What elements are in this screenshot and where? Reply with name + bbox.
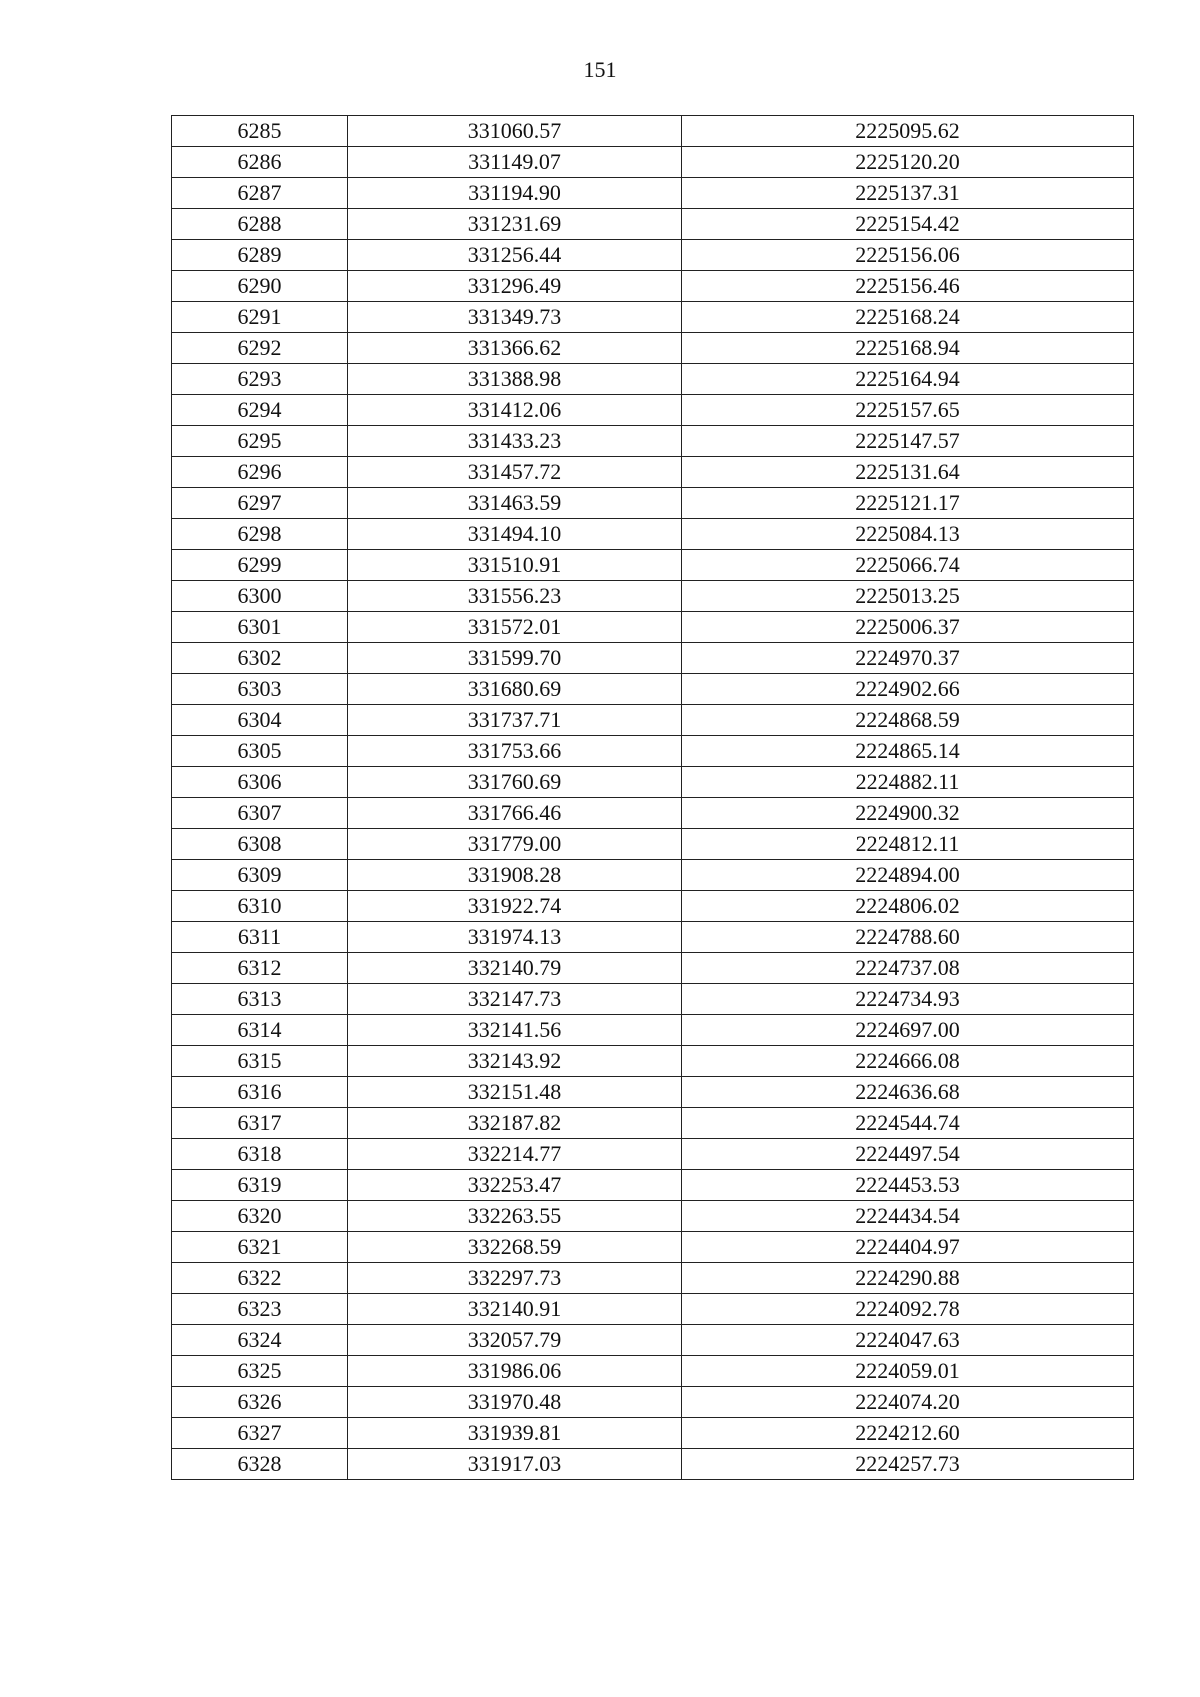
x-coordinate-cell: 332147.73 <box>348 984 682 1015</box>
x-coordinate-cell: 331779.00 <box>348 829 682 860</box>
x-coordinate-cell: 332151.48 <box>348 1077 682 1108</box>
table-row <box>172 1387 1134 1418</box>
y-coordinate-cell: 2224290.88 <box>682 1263 1134 1294</box>
point-number-cell: 6303 <box>172 674 348 705</box>
point-number-cell: 6319 <box>172 1170 348 1201</box>
table-row <box>172 1170 1134 1201</box>
x-coordinate-cell: 331463.59 <box>348 488 682 519</box>
x-coordinate-cell: 331433.23 <box>348 426 682 457</box>
x-coordinate-cell: 331556.23 <box>348 581 682 612</box>
point-number-cell: 6321 <box>172 1232 348 1263</box>
y-coordinate-cell: 2225137.31 <box>682 178 1134 209</box>
x-coordinate-cell: 331970.48 <box>348 1387 682 1418</box>
y-coordinate-cell: 2224544.74 <box>682 1108 1134 1139</box>
y-coordinate-cell: 2224434.54 <box>682 1201 1134 1232</box>
y-coordinate-cell: 2225168.94 <box>682 333 1134 364</box>
point-number-cell: 6313 <box>172 984 348 1015</box>
y-coordinate-cell: 2225121.17 <box>682 488 1134 519</box>
x-coordinate-cell: 332140.79 <box>348 953 682 984</box>
table-row <box>172 488 1134 519</box>
y-coordinate-cell: 2225131.64 <box>682 457 1134 488</box>
y-coordinate-cell: 2225084.13 <box>682 519 1134 550</box>
x-coordinate-cell: 331737.71 <box>348 705 682 736</box>
table-row <box>172 519 1134 550</box>
point-number-cell: 6307 <box>172 798 348 829</box>
x-coordinate-cell: 331060.57 <box>348 116 682 147</box>
coordinate-table <box>171 115 1134 1480</box>
point-number-cell: 6290 <box>172 271 348 302</box>
table-row <box>172 984 1134 1015</box>
y-coordinate-cell: 2224697.00 <box>682 1015 1134 1046</box>
point-number-cell: 6296 <box>172 457 348 488</box>
y-coordinate-cell: 2224737.08 <box>682 953 1134 984</box>
y-coordinate-cell: 2224734.93 <box>682 984 1134 1015</box>
y-coordinate-cell: 2224453.53 <box>682 1170 1134 1201</box>
x-coordinate-cell: 332297.73 <box>348 1263 682 1294</box>
point-number-cell: 6288 <box>172 209 348 240</box>
x-coordinate-cell: 332141.56 <box>348 1015 682 1046</box>
y-coordinate-cell: 2224497.54 <box>682 1139 1134 1170</box>
table-row <box>172 767 1134 798</box>
table-row <box>172 240 1134 271</box>
point-number-cell: 6298 <box>172 519 348 550</box>
y-coordinate-cell: 2225156.46 <box>682 271 1134 302</box>
table-row <box>172 829 1134 860</box>
x-coordinate-cell: 331194.90 <box>348 178 682 209</box>
x-coordinate-cell: 331412.06 <box>348 395 682 426</box>
x-coordinate-cell: 331572.01 <box>348 612 682 643</box>
point-number-cell: 6293 <box>172 364 348 395</box>
point-number-cell: 6297 <box>172 488 348 519</box>
point-number-cell: 6286 <box>172 147 348 178</box>
x-coordinate-cell: 331939.81 <box>348 1418 682 1449</box>
table-row <box>172 860 1134 891</box>
point-number-cell: 6308 <box>172 829 348 860</box>
table-row <box>172 364 1134 395</box>
table-row <box>172 426 1134 457</box>
table-row <box>172 922 1134 953</box>
table-row <box>172 1108 1134 1139</box>
table-row <box>172 178 1134 209</box>
table-row <box>172 1263 1134 1294</box>
point-number-cell: 6294 <box>172 395 348 426</box>
table-row <box>172 1418 1134 1449</box>
x-coordinate-cell: 332253.47 <box>348 1170 682 1201</box>
x-coordinate-cell: 332140.91 <box>348 1294 682 1325</box>
table-row <box>172 457 1134 488</box>
x-coordinate-cell: 332143.92 <box>348 1046 682 1077</box>
point-number-cell: 6311 <box>172 922 348 953</box>
point-number-cell: 6309 <box>172 860 348 891</box>
x-coordinate-cell: 331753.66 <box>348 736 682 767</box>
y-coordinate-cell: 2224666.08 <box>682 1046 1134 1077</box>
y-coordinate-cell: 2224882.11 <box>682 767 1134 798</box>
table-row <box>172 550 1134 581</box>
x-coordinate-cell: 331766.46 <box>348 798 682 829</box>
point-number-cell: 6310 <box>172 891 348 922</box>
table-row <box>172 395 1134 426</box>
table-row <box>172 147 1134 178</box>
y-coordinate-cell: 2224636.68 <box>682 1077 1134 1108</box>
table-row <box>172 736 1134 767</box>
point-number-cell: 6287 <box>172 178 348 209</box>
table-row <box>172 1449 1134 1480</box>
y-coordinate-cell: 2224212.60 <box>682 1418 1134 1449</box>
y-coordinate-cell: 2225013.25 <box>682 581 1134 612</box>
point-number-cell: 6305 <box>172 736 348 767</box>
y-coordinate-cell: 2224788.60 <box>682 922 1134 953</box>
y-coordinate-cell: 2225156.06 <box>682 240 1134 271</box>
table-row <box>172 209 1134 240</box>
x-coordinate-cell: 331149.07 <box>348 147 682 178</box>
point-number-cell: 6285 <box>172 116 348 147</box>
x-coordinate-cell: 331760.69 <box>348 767 682 798</box>
point-number-cell: 6323 <box>172 1294 348 1325</box>
y-coordinate-cell: 2225066.74 <box>682 550 1134 581</box>
x-coordinate-cell: 331457.72 <box>348 457 682 488</box>
table-row <box>172 1356 1134 1387</box>
y-coordinate-cell: 2224092.78 <box>682 1294 1134 1325</box>
y-coordinate-cell: 2224404.97 <box>682 1232 1134 1263</box>
point-number-cell: 6306 <box>172 767 348 798</box>
y-coordinate-cell: 2224865.14 <box>682 736 1134 767</box>
point-number-cell: 6324 <box>172 1325 348 1356</box>
point-number-cell: 6301 <box>172 612 348 643</box>
y-coordinate-cell: 2225157.65 <box>682 395 1134 426</box>
point-number-cell: 6292 <box>172 333 348 364</box>
y-coordinate-cell: 2225006.37 <box>682 612 1134 643</box>
table-row <box>172 1232 1134 1263</box>
x-coordinate-cell: 332263.55 <box>348 1201 682 1232</box>
y-coordinate-cell: 2224059.01 <box>682 1356 1134 1387</box>
x-coordinate-cell: 332214.77 <box>348 1139 682 1170</box>
x-coordinate-cell: 332268.59 <box>348 1232 682 1263</box>
table-row <box>172 1077 1134 1108</box>
table-row <box>172 581 1134 612</box>
point-number-cell: 6312 <box>172 953 348 984</box>
x-coordinate-cell: 332057.79 <box>348 1325 682 1356</box>
y-coordinate-cell: 2224806.02 <box>682 891 1134 922</box>
point-number-cell: 6316 <box>172 1077 348 1108</box>
y-coordinate-cell: 2225120.20 <box>682 147 1134 178</box>
y-coordinate-cell: 2224074.20 <box>682 1387 1134 1418</box>
y-coordinate-cell: 2225164.94 <box>682 364 1134 395</box>
table-row <box>172 953 1134 984</box>
y-coordinate-cell: 2224868.59 <box>682 705 1134 736</box>
point-number-cell: 6299 <box>172 550 348 581</box>
point-number-cell: 6314 <box>172 1015 348 1046</box>
x-coordinate-cell: 331986.06 <box>348 1356 682 1387</box>
x-coordinate-cell: 331599.70 <box>348 643 682 674</box>
x-coordinate-cell: 331917.03 <box>348 1449 682 1480</box>
table-row <box>172 333 1134 364</box>
table-row <box>172 798 1134 829</box>
point-number-cell: 6325 <box>172 1356 348 1387</box>
y-coordinate-cell: 2224970.37 <box>682 643 1134 674</box>
table-row <box>172 116 1134 147</box>
y-coordinate-cell: 2224902.66 <box>682 674 1134 705</box>
y-coordinate-cell: 2225147.57 <box>682 426 1134 457</box>
table-row <box>172 1015 1134 1046</box>
point-number-cell: 6295 <box>172 426 348 457</box>
table-row <box>172 1325 1134 1356</box>
y-coordinate-cell: 2224900.32 <box>682 798 1134 829</box>
y-coordinate-cell: 2224257.73 <box>682 1449 1134 1480</box>
table-row <box>172 271 1134 302</box>
page-number: 151 <box>583 57 617 82</box>
table-row <box>172 643 1134 674</box>
point-number-cell: 6322 <box>172 1263 348 1294</box>
table-row <box>172 674 1134 705</box>
x-coordinate-cell: 331231.69 <box>348 209 682 240</box>
x-coordinate-cell: 331974.13 <box>348 922 682 953</box>
x-coordinate-cell: 331256.44 <box>348 240 682 271</box>
point-number-cell: 6302 <box>172 643 348 674</box>
point-number-cell: 6326 <box>172 1387 348 1418</box>
table-row <box>172 1201 1134 1232</box>
point-number-cell: 6315 <box>172 1046 348 1077</box>
table-row <box>172 612 1134 643</box>
x-coordinate-cell: 332187.82 <box>348 1108 682 1139</box>
x-coordinate-cell: 331510.91 <box>348 550 682 581</box>
table-row <box>172 1046 1134 1077</box>
table-row <box>172 1139 1134 1170</box>
x-coordinate-cell: 331908.28 <box>348 860 682 891</box>
y-coordinate-cell: 2225154.42 <box>682 209 1134 240</box>
table-row <box>172 302 1134 333</box>
x-coordinate-cell: 331494.10 <box>348 519 682 550</box>
y-coordinate-cell: 2224812.11 <box>682 829 1134 860</box>
table-row <box>172 705 1134 736</box>
y-coordinate-cell: 2224047.63 <box>682 1325 1134 1356</box>
point-number-cell: 6328 <box>172 1449 348 1480</box>
y-coordinate-cell: 2225095.62 <box>682 116 1134 147</box>
point-number-cell: 6289 <box>172 240 348 271</box>
point-number-cell: 6318 <box>172 1139 348 1170</box>
point-number-cell: 6317 <box>172 1108 348 1139</box>
x-coordinate-cell: 331349.73 <box>348 302 682 333</box>
y-coordinate-cell: 2224894.00 <box>682 860 1134 891</box>
x-coordinate-cell: 331366.62 <box>348 333 682 364</box>
table-row <box>172 1294 1134 1325</box>
point-number-cell: 6327 <box>172 1418 348 1449</box>
point-number-cell: 6300 <box>172 581 348 612</box>
point-number-cell: 6291 <box>172 302 348 333</box>
coordinate-table-body <box>172 116 1134 1480</box>
table-row <box>172 891 1134 922</box>
point-number-cell: 6320 <box>172 1201 348 1232</box>
x-coordinate-cell: 331922.74 <box>348 891 682 922</box>
x-coordinate-cell: 331388.98 <box>348 364 682 395</box>
x-coordinate-cell: 331296.49 <box>348 271 682 302</box>
x-coordinate-cell: 331680.69 <box>348 674 682 705</box>
point-number-cell: 6304 <box>172 705 348 736</box>
y-coordinate-cell: 2225168.24 <box>682 302 1134 333</box>
